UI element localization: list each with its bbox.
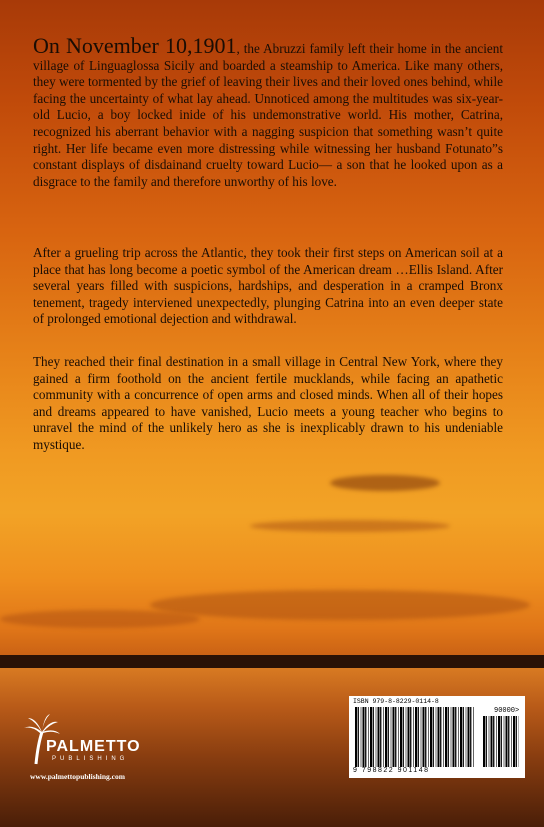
barcode-bars	[355, 707, 475, 767]
barcode-digits: 9 798822 901148	[353, 767, 430, 774]
paragraph-1-body: , the Abruzzi family left their home in the ancient village of Linguaglossa Sicily and boarded a steamship to America. Like many others, they were tormented by the grief of leaving their lives and their loved ones behind, while facing the uncertainty of what lay ahead. Unnoticed among the multitudes was six-year-old Lucio, a boy locked inide of his undemonstrative world. His mother, Catrina, recognized his aberrant behavior with a nagging suspicion that something wasn’t quite right. Her life became even more distressing while witnessing her husband Fotunato”s constant displays of disdainand cruelty toward Lucio— a son that he looked upon as a disgrace to the family and therefore unworthy of his love.	[33, 41, 504, 189]
paragraph-1-lead: On November 10,1901	[33, 33, 237, 58]
cloud	[0, 610, 200, 628]
publisher-subtitle: PUBLISHING	[52, 756, 129, 762]
isbn-barcode	[349, 696, 525, 778]
paragraph-3: They reached their final destination in a small village in Central New York, where they gained a firm foothold on the ancient fertile mucklands, while facing an apathetic community with a concurrence of open arms and closed minds. When all of their hopes and dreams appeared to have vanished, Lucio meets a young teacher who begins to unravel the mind of the unlikely hero as she is inexplicably drawn to his undeniable mystique.	[33, 354, 503, 452]
publisher-website: www.palmettopublishing.com	[30, 772, 126, 781]
cloud	[150, 590, 530, 620]
publisher-name: PALMETTO	[46, 738, 141, 755]
cloud	[250, 520, 450, 532]
barcode-addon-bars	[483, 716, 519, 767]
paragraph-1	[33, 33, 504, 190]
paragraph-2: After a grueling trip across the Atlantic, they took their first steps on American soil at a place that has long become a poetic symbol of the American dream …Ellis Island. After several years filled with suspicions, hardships, and desperation in a cramped Bronx tenement, tragedy interviened unexpectedly, plunging Catrina into an even deeper state of prolonged emotional dejection and withdrawal.	[33, 245, 503, 327]
price-code: 90000>	[494, 707, 520, 715]
isbn-label: ISBN 979-8-8229-0114-8	[353, 698, 439, 705]
cloud	[330, 475, 440, 491]
